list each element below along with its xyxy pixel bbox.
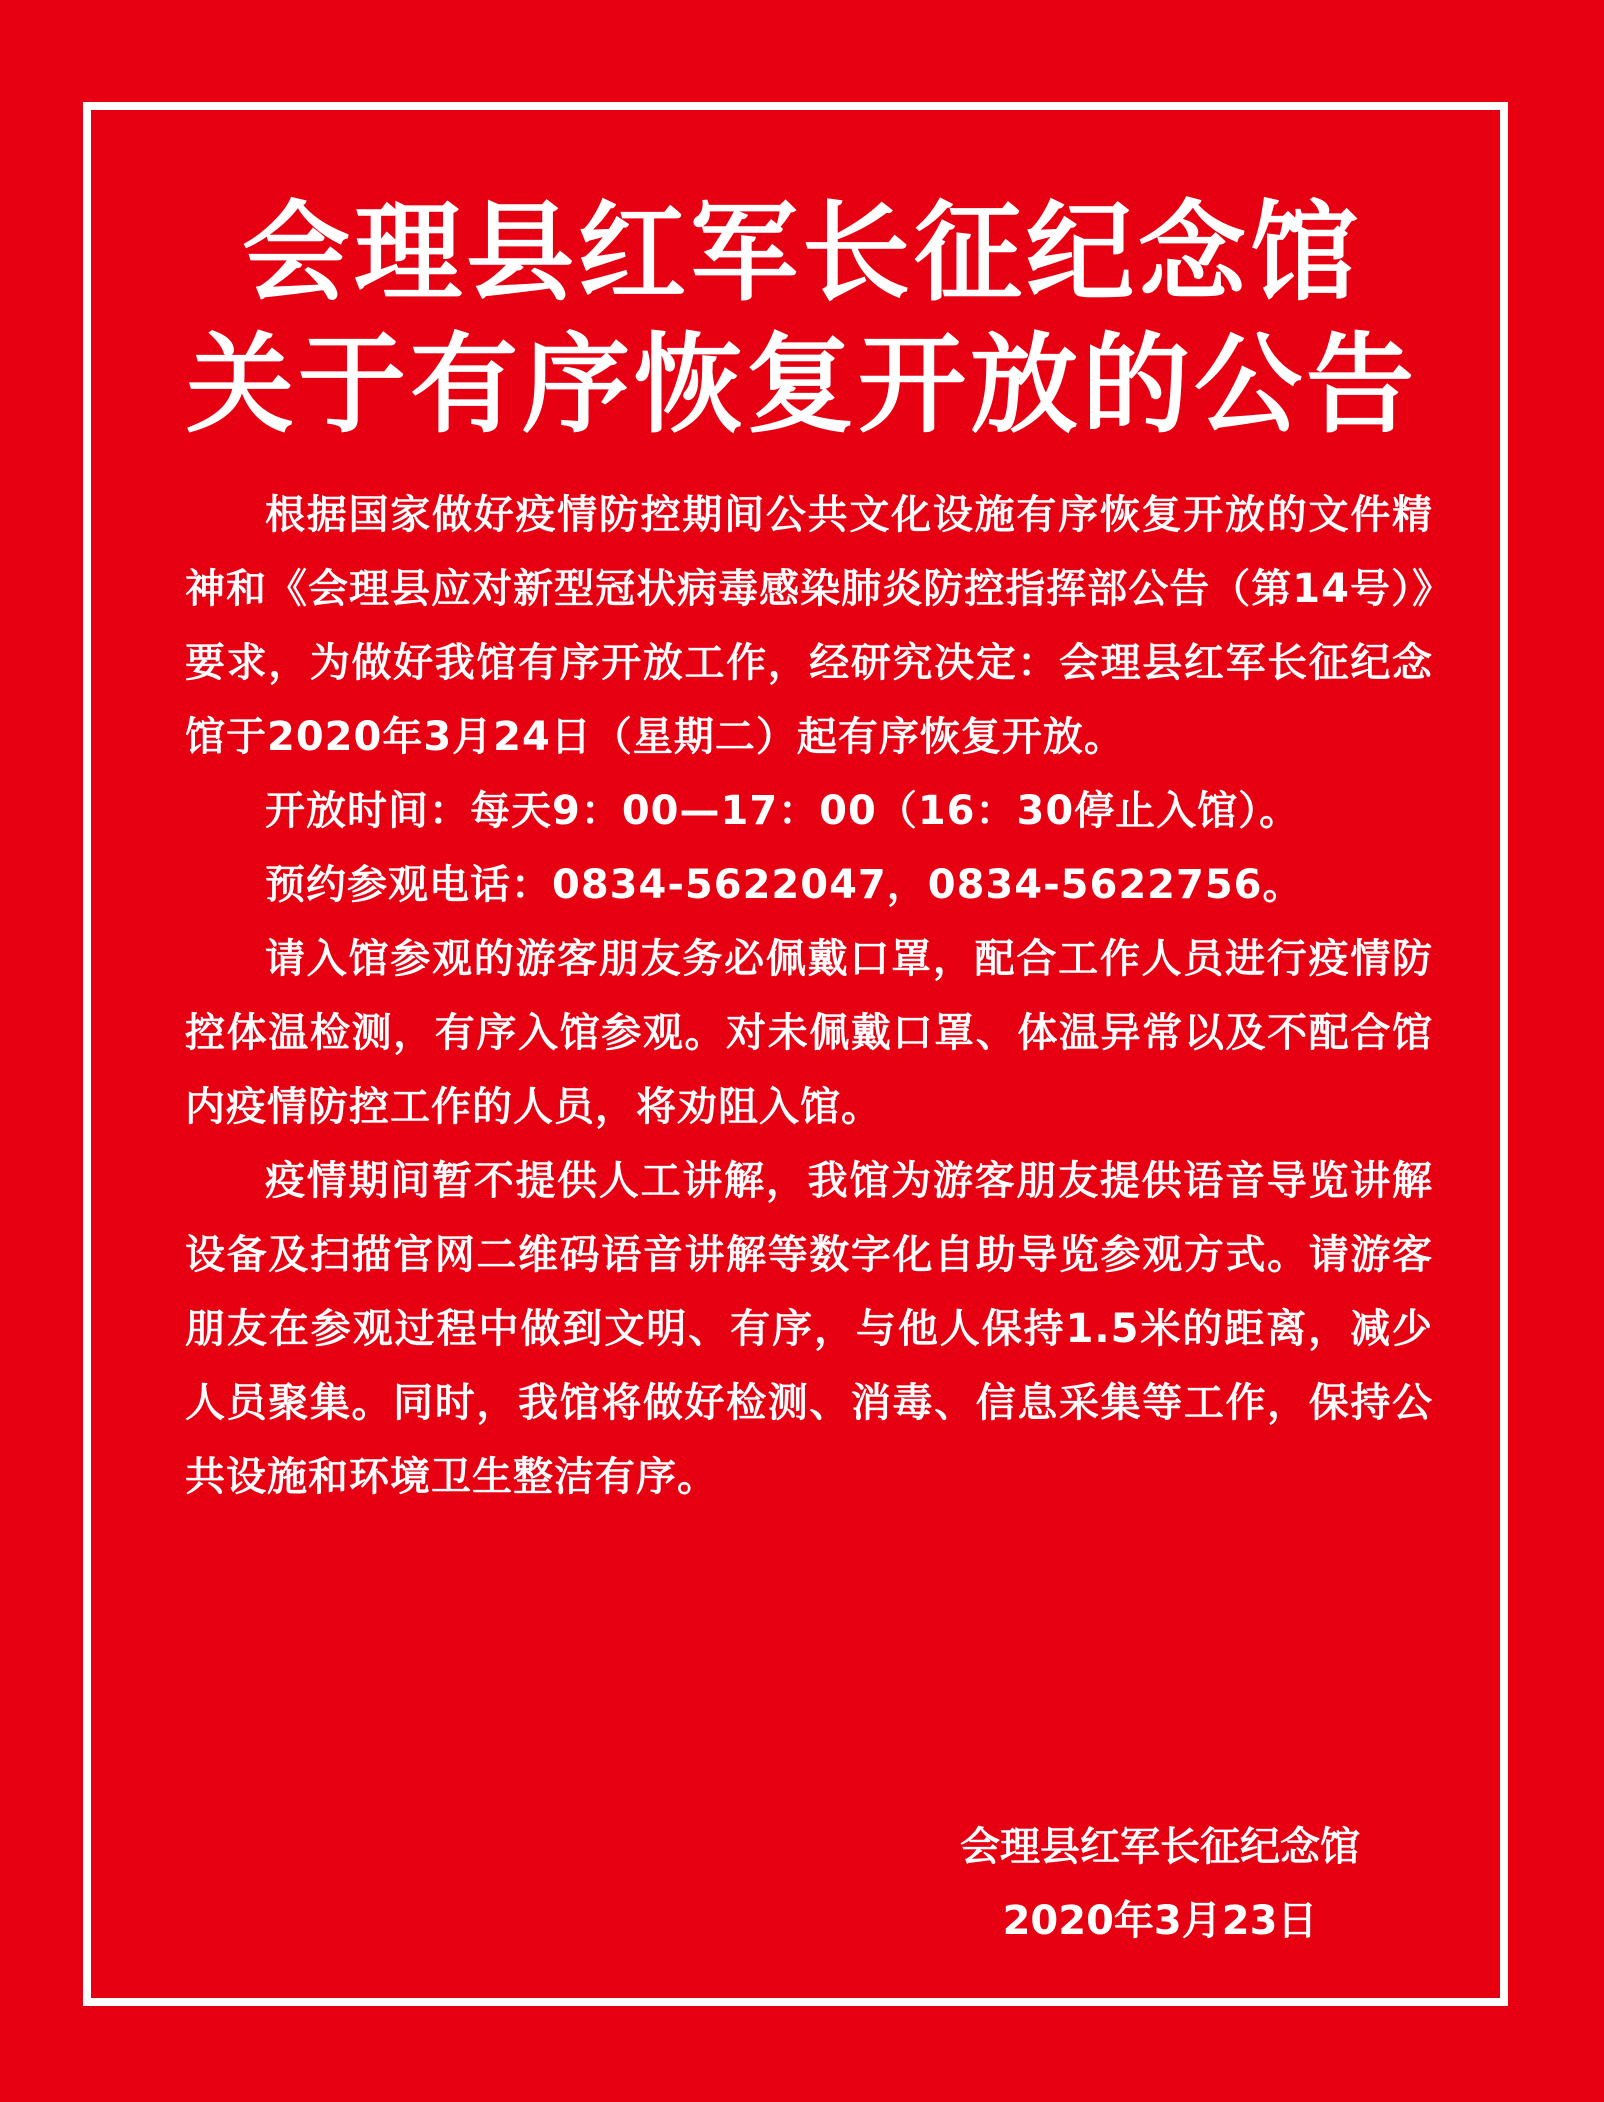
- notice-title-line-1: 会理县红军长征纪念馆: [241, 190, 1362, 316]
- signature-organization: 会理县红军长征纪念馆: [960, 1824, 1360, 1870]
- paragraph-mask-requirement: 请入馆参观的游客朋友务必佩戴口罩，配合工作人员进行疫情防控体温检测，有序入馆参观。对未佩戴口罩、体温异常以及不配合馆内疫情防控工作的人员，将劝阻入馆。: [185, 936, 1433, 1130]
- paragraph-guide-service: 疫情期间暂不提供人工讲解，我馆为游客朋友提供语音导览讲解设备及扫描官网二维码语音讲解等数字化自助导览参观方式。请游客朋友在参观过程中做到文明、有序，与他人保持1.5米的距离，减少人员聚集。同时，我馆将做好检测、消毒、信息采集等工作，保持公共设施和环境卫生整洁有序。: [185, 1158, 1433, 1500]
- signature-date: 2020年3月23日: [1002, 1898, 1318, 1944]
- paragraph-reservation-phone: 预约参观电话：0834-5622047，0834-5622756。: [265, 862, 1304, 908]
- paragraph-opening-hours: 开放时间：每天9：00—17：00（16：30停止入馆）。: [265, 788, 1301, 834]
- notice-title-line-2: 关于有序恢复开放的公告: [185, 322, 1418, 448]
- paragraph-decision: 根据国家做好疫情防控期间公共文化设施有序恢复开放的文件精神和《会理县应对新型冠状病毒感染肺炎防控指挥部公告（第14号）》要求，为做好我馆有序开放工作，经研究决定：会理县红军长征纪念馆于2020年3月24日（星期二）起有序恢复开放。: [185, 492, 1433, 760]
- notice-body: [185, 478, 1433, 1514]
